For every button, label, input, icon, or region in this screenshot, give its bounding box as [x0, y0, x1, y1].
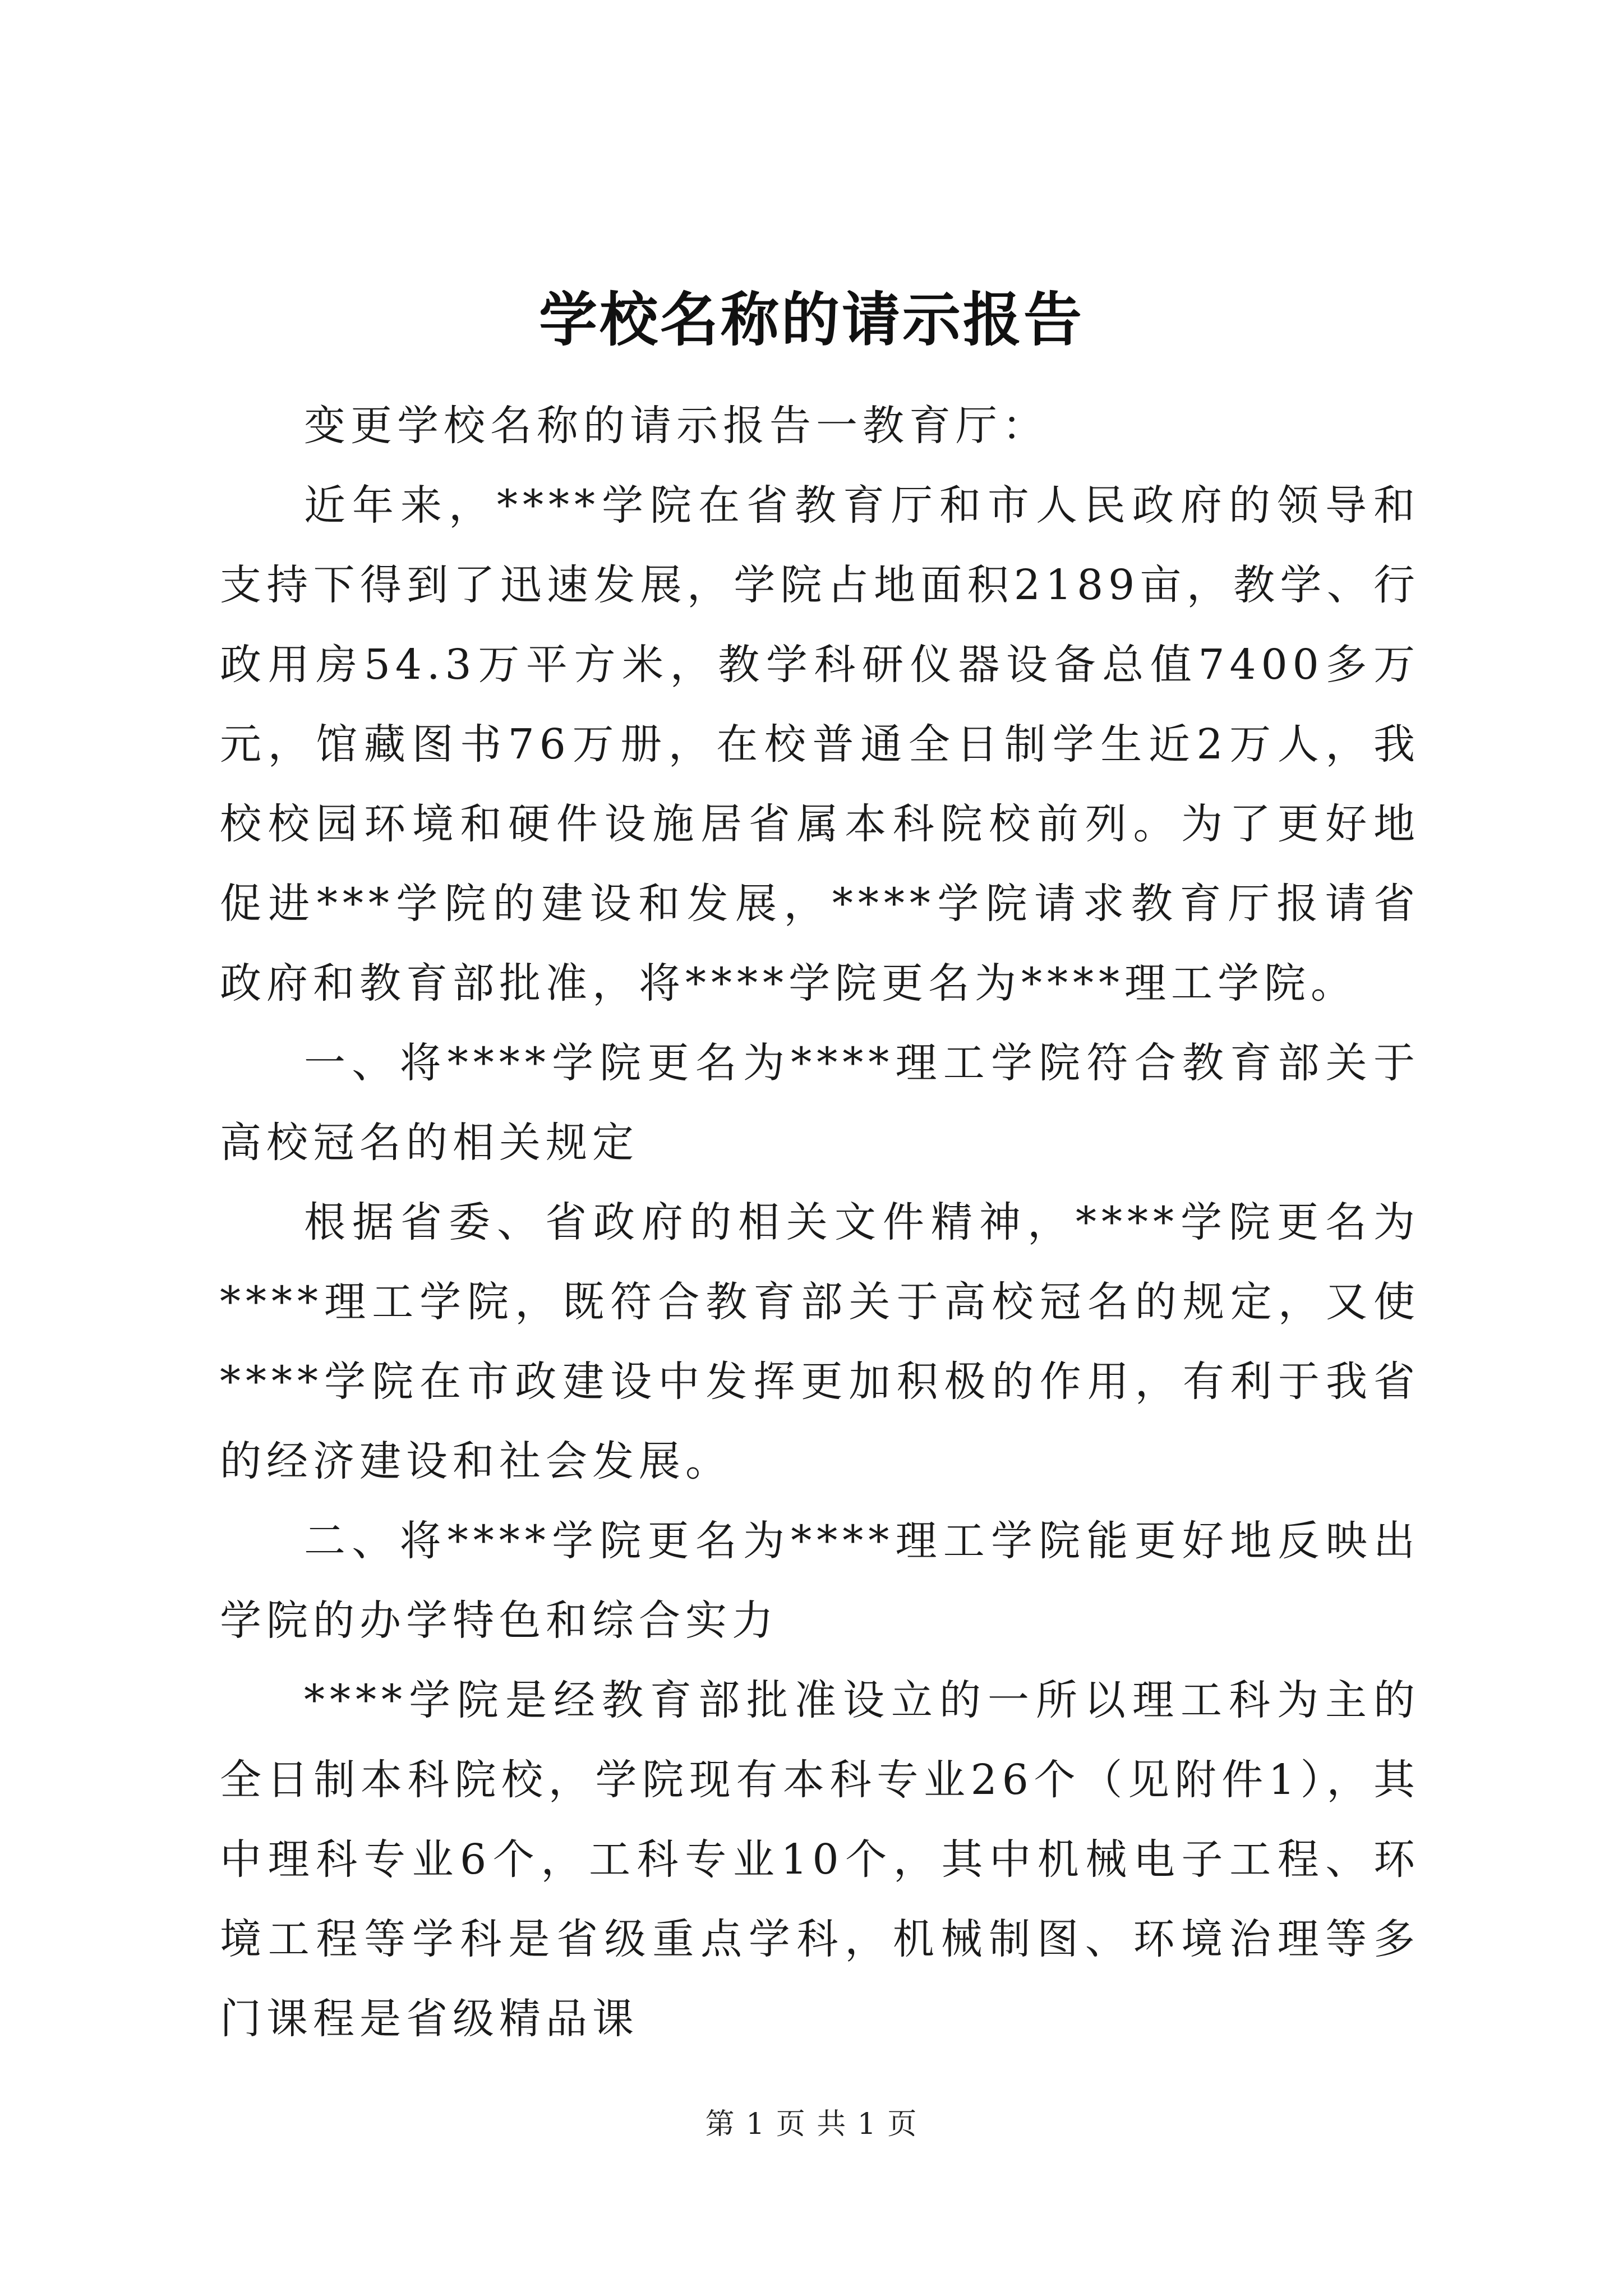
section-heading-2: 二、将****学院更名为****理工学院能更好地反映出学院的办学特色和综合实力 — [220, 1517, 1420, 1645]
intro-paragraph: 近年来，****学院在省教育厅和市人民政府的领导和支持下得到了迅速发展，学院占地面积2189亩，教学、行政用房54.3万平方米，教学科研仪器设备总值7400多万元，馆藏图书76万册，在校普通全日制学生近2万人，我校校园环境和硬件设施居省属本科院校前列。为了更好地促进***学院的建设和发展，****学院请求教育厅报请省政府和教育部批准，将****学院更名为****理工学院。 — [220, 481, 1420, 1007]
section-heading-1: 一、将****学院更名为****理工学院符合教育部关于高校冠名的相关规定 — [220, 1039, 1420, 1167]
document-body — [220, 386, 1420, 2059]
document-title: 学校名称的请示报告 — [538, 285, 1084, 354]
section-body-1: 根据省委、省政府的相关文件精神，****学院更名为****理工学院，既符合教育部关于高校冠名的规定，又使****学院在市政建设中发挥更加积极的作用，有利于我省的经济建设和社会发展。 — [220, 1198, 1420, 1485]
salutation-paragraph: 变更学校名称的请示报告一教育厅： — [304, 402, 1049, 450]
section-body-2: ****学院是经教育部批准设立的一所以理工科为主的全日制本科院校，学院现有本科专业26个（见附件1），其中理科专业6个，工科专业10个，其中机械电子工程、环境工程等学科是省级重点学科，机械制图、环境治理等多门课程是省级精品课 — [220, 1676, 1420, 2043]
page-number-footer: 第 1 页 共 1 页 — [705, 2108, 918, 2141]
